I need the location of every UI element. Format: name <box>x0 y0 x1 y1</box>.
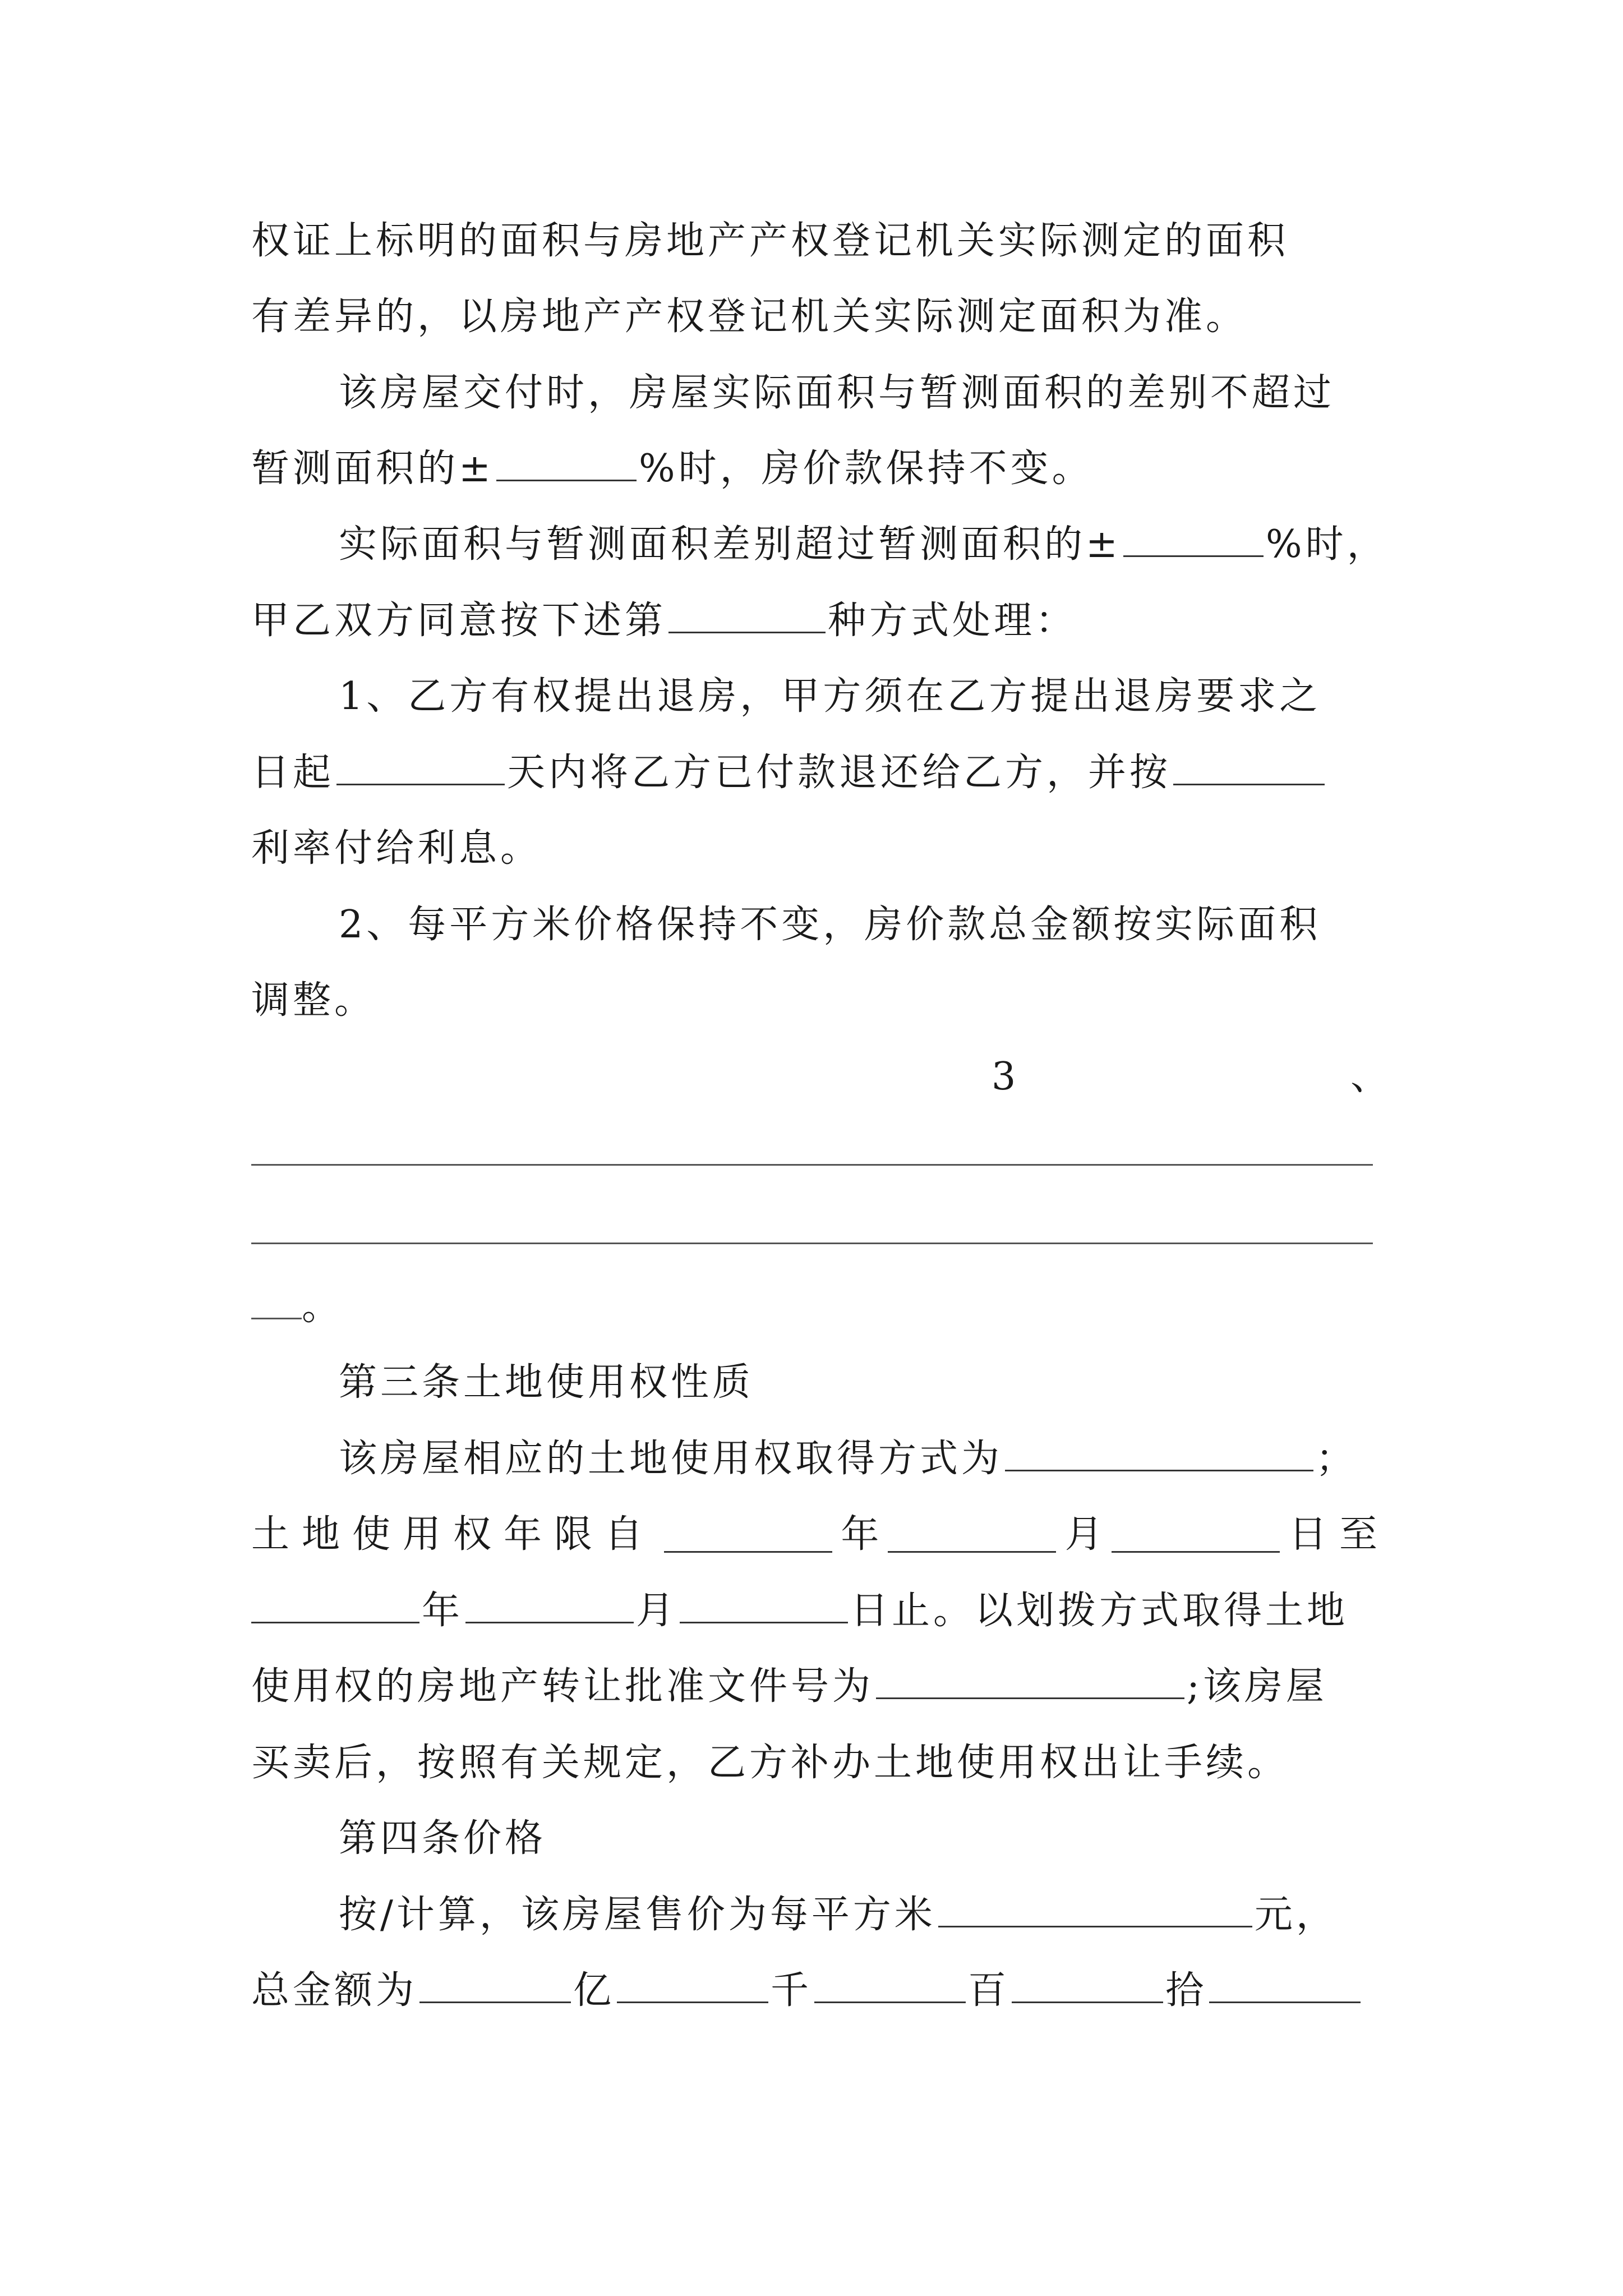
text-span: 有差异的，以房地产产权登记机关实际测定面积为准。 <box>251 295 1248 339</box>
fill-blank <box>876 1664 1184 1699</box>
text-line <box>251 590 1390 652</box>
text-span: 1、乙方有权提出退房，甲方须在乙方提出退房要求之 <box>339 674 1321 719</box>
text-line <box>251 438 1390 500</box>
text-span: 日止。以划拨方式取得土地 <box>850 1589 1349 1633</box>
text-line <box>339 894 1390 956</box>
text-span: 暂测面积的± <box>251 447 494 491</box>
text-line <box>251 742 1390 804</box>
text-line <box>251 1656 1390 1718</box>
text-span: 拾 <box>1165 1968 1207 2013</box>
text-span: 买卖后，按照有关规定，乙方补办土地使用权出让手续。 <box>251 1741 1289 1785</box>
fill-blank <box>1173 750 1325 785</box>
fill-line <box>251 1164 1373 1166</box>
section-heading <box>339 1808 1390 1870</box>
text-span: 按/计算，该房屋售价为每平方米 <box>339 1893 936 1937</box>
section-heading <box>339 1352 1390 1414</box>
text-span: 调整。 <box>251 978 376 1023</box>
text-line <box>251 210 1390 272</box>
fill-blank <box>938 1892 1252 1927</box>
fill-blank <box>251 1284 302 1319</box>
text-line <box>251 286 1390 348</box>
text-span: 利率付给利息。 <box>251 826 542 871</box>
text-line <box>251 818 1390 880</box>
fill-blank <box>680 1588 848 1623</box>
text-span: 第三条土地使用权性质 <box>339 1360 754 1405</box>
text-line <box>251 1276 1390 1338</box>
text-span: 该房屋相应的土地使用权取得方式为 <box>339 1437 1003 1481</box>
text-line <box>339 362 1390 424</box>
fill-blank <box>888 1517 1056 1553</box>
text-span: 种方式处理： <box>828 599 1077 643</box>
text-span: 实际面积与暂测面积差别超过暂测面积的± <box>339 522 1121 567</box>
text-span: 日起 <box>251 751 335 795</box>
text-span: 权证上标明的面积与房地产产权登记机关实际测定的面积 <box>251 219 1289 263</box>
fill-blank <box>1209 1968 1361 2003</box>
text-line <box>251 970 1390 1032</box>
text-line <box>251 1580 1390 1642</box>
fill-blank <box>496 446 637 481</box>
fill-blank <box>664 1517 832 1553</box>
text-span: 元， <box>1254 1893 1338 1937</box>
fill-blank <box>668 598 826 633</box>
text-span: 月 <box>636 1589 678 1633</box>
text-span: 年 <box>841 1512 879 1557</box>
text-span: 土地使用权年限自 <box>251 1512 656 1557</box>
text-span: 年 <box>422 1589 464 1633</box>
fill-blank <box>1112 1517 1280 1553</box>
text-span: %时， <box>1265 522 1389 567</box>
text-span: 使用权的房地产转让批准文件号为 <box>251 1664 874 1709</box>
fill-blank <box>617 1968 768 2003</box>
fill-blank <box>814 1968 966 2003</box>
text-line <box>339 666 1390 728</box>
text-span: 天内将乙方已付款退还给乙方，并按 <box>507 751 1172 795</box>
text-line <box>339 1428 1390 1490</box>
text-span: 、 <box>1350 1055 1393 1099</box>
text-line <box>251 1732 1390 1794</box>
text-line <box>251 1504 1390 1566</box>
text-line <box>251 1046 1393 1108</box>
text-line <box>339 1884 1390 1946</box>
fill-blank <box>1005 1436 1313 1471</box>
text-span: 。 <box>302 1285 344 1329</box>
fill-blank <box>419 1968 571 2003</box>
fill-blank <box>465 1588 634 1623</box>
text-span: 甲乙双方同意按下述第 <box>251 599 667 643</box>
text-span: 亿 <box>573 1968 615 2013</box>
fill-line <box>251 1243 1373 1244</box>
fill-blank <box>251 1588 419 1623</box>
text-span: ;该房屋 <box>1187 1664 1327 1709</box>
fill-blank <box>336 750 505 785</box>
text-span: ； <box>1316 1437 1358 1481</box>
fill-blank <box>1012 1968 1163 2003</box>
text-span: 月 <box>1064 1512 1103 1557</box>
text-span: 千 <box>771 1968 813 2013</box>
text-span: 总金额为 <box>251 1968 418 2013</box>
text-span: %时，房价款保持不变。 <box>638 447 1094 491</box>
text-span: 第四条价格 <box>339 1816 547 1861</box>
fill-blank <box>1123 522 1264 557</box>
item-number: 3 <box>992 1055 1020 1099</box>
text-span: 2、每平方米价格保持不变，房价款总金额按实际面积 <box>339 903 1321 947</box>
text-line <box>251 1960 1390 2022</box>
text-span: 该房屋交付时，房屋实际面积与暂测面积的差别不超过 <box>339 371 1335 415</box>
text-line <box>339 514 1390 576</box>
text-span: 日至 <box>1288 1512 1390 1557</box>
text-span: 百 <box>968 1968 1010 2013</box>
